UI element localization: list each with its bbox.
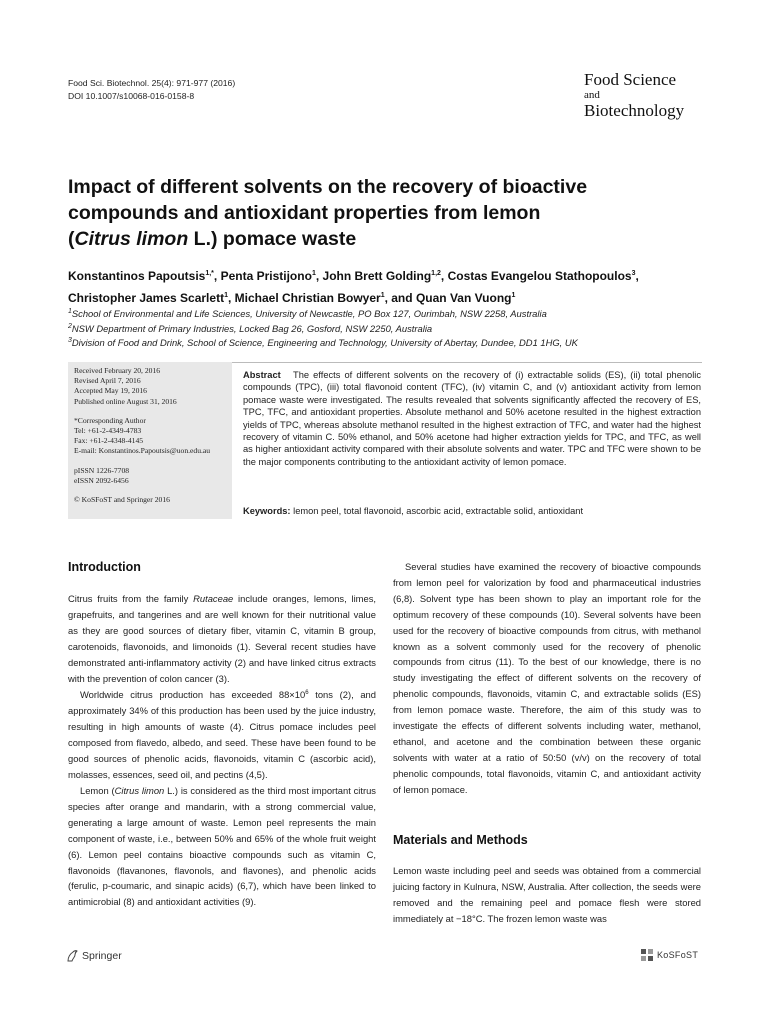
title-paren: ( <box>68 228 75 250</box>
kosfost-logo <box>640 948 698 962</box>
author: Costas Evangelou Stathopoulos <box>447 269 632 283</box>
author-affil: 1 <box>380 292 385 299</box>
title-species: Citrus limon <box>74 228 189 250</box>
author-sep: , <box>315 269 323 283</box>
springer-horse-icon <box>66 949 79 962</box>
author: Christopher James Scarlett <box>68 291 225 305</box>
eissn: eISSN 2092-6456 <box>74 475 129 485</box>
keywords <box>243 505 701 517</box>
doi: DOI 10.1007/s10068-016-0158-8 <box>68 91 195 101</box>
journal-name-line2: and <box>584 89 600 101</box>
methods-heading: Materials and Methods <box>393 833 528 847</box>
citation-block <box>68 77 235 103</box>
title-line-1: Impact of different solvents on the recovery of bioactive <box>68 176 588 198</box>
affiliation: $^2$NSW Department of Primary Industries, Locked Bag 26, Gosford, NSW 2250, Australia <box>68 322 433 334</box>
kosfost-label: KoSFoST <box>657 950 699 960</box>
springer-logo <box>66 949 122 962</box>
corresponding-author: *Corresponding Author <box>74 415 146 425</box>
left-column <box>68 591 376 910</box>
journal-name-line3: Biotechnology <box>584 101 685 120</box>
abstract-label: Abstract <box>243 370 281 380</box>
author: Penta Pristijono <box>220 269 312 283</box>
author-affil: 1 <box>511 292 516 299</box>
paragraph: Worldwide citrus production has exceeded $88\times 10^6$ tons (2), and approximately 34% of this production has been used by the juice industry, resulting in high amounts of waste (4). Citrus pomace includes peel composed from flavedo, albedo, and seed. These have been found to be good sources of phenolic acids, flavonoids, vitamin C (ascorbic acid), molasses, essences, seed oil, and pectins (4,5). <box>68 689 376 781</box>
affiliation: $^1$School of Environmental and Life Sciences, University of Newcastle, PO Box 127, Ourimbah, NSW 2258, Australia <box>68 308 547 320</box>
article-info <box>74 366 236 505</box>
author-affil: 1,2 <box>431 270 441 277</box>
keywords-text: lemon peel, total flavonoid, ascorbic acid, extractable solid, antioxidant <box>293 506 584 516</box>
keywords-label: Keywords: <box>243 506 291 516</box>
author-affil: 1,* <box>205 270 214 277</box>
abstract <box>243 369 701 468</box>
affiliations <box>68 306 708 350</box>
abstract-rule <box>232 362 702 363</box>
author: John Brett Golding <box>322 269 432 283</box>
journal-logo <box>584 70 684 120</box>
citation: Food Sci. Biotechnol. 25(4): 971-977 (2016) <box>68 78 236 88</box>
kosfost-emblem-icon <box>640 948 654 962</box>
methods-column <box>393 863 701 927</box>
title-line-3 <box>68 226 688 252</box>
paragraph: Lemon waste including peel and seeds was obtained from a commercial juicing factory in Kulnura, NSW, Australia. After collection, the seeds were removed and the remaining peel and pomace flesh were stored immediately at −18°C. The frozen lemon waste was <box>393 865 701 924</box>
article-title <box>68 174 688 252</box>
email: E-mail: Konstantinos.Papoutsis@uon.edu.au <box>74 446 211 456</box>
author-affil: 1 <box>311 270 316 277</box>
published-date: Published online August 31, 2016 <box>74 396 177 406</box>
journal-name-line1: Food Science <box>584 70 677 89</box>
paragraph: Lemon (Citrus limon L.) is considered as the third most important citrus species after orange and mandarin, with a strong commercial value, generating a large amount of waste. Lemon peel represents the main component of waste, i.e., between 50% and 65% of the whole fruit weight (6). Lemon peel contains bioactive compounds such as vitamin C, flavonoids (flavanones, flavonols, and flavones), and phenolic acids (ferulic, p-coumaric, and sinapic acids) (6,7), which have been linked to antimicrobial (8) and antioxidant activities (9). <box>68 785 376 908</box>
affiliation: $^3$Division of Food and Drink, School of Science, Engineering and Technology, University of Abertay, Dundee, DD1 1HG, UK <box>68 337 578 349</box>
abstract-text: The effects of different solvents on the recovery of (i) extractable solids (ES), (ii) total phenolic compounds (TPC), (iii) total flavonoid content (TFC), (iv) vitamin C, and (v) antioxidant activity from lemon pomace waste were investigated. The results revealed that solvents significantly affected the recovery of ES, TPC, TFC, and antioxidant properties. Absolute methanol and 50% acetone resulted in the highest extraction yields of TPC, whereas absolute methanol resulted in the highest extraction of TFC, and water had the highest recovery of vitamin C. 50% ethanol, and 50% acetone had higher extraction yields for TPC, and TFC, as well as higher antioxidant activity compared with their absolute solvents and water. TPC and TFC were shown to be the major components contributing to the antioxidant activity of lemon pomace. <box>243 370 702 467</box>
author: Michael Christian Bowyer <box>234 291 381 305</box>
author-sep: , <box>227 291 235 305</box>
title-rest: L.) pomace waste <box>188 228 357 250</box>
author-affil: 3 <box>631 270 636 277</box>
author: Quan Van Vuong <box>415 291 512 305</box>
author: Konstantinos Papoutsis <box>68 269 206 283</box>
paragraph: Several studies have examined the recovery of bioactive compounds from lemon peel for valorization by food and pharmaceutical industries (6,8). Solvent type has been shown to play an important role for the optimum recovery of these compounds (10). Several solvents have been used for the recovery of bioactive compounds from citrus, with methanol known as a solvent commonly used for the recovery of phenolic compounds from citrus (11). To the best of our knowledge, there is no study investigating the effect of different solvents on the recovery of phenolic compounds, flavonoids, vitamin C, and extractable solids (ES) from lemon pomace waste. Therefore, the aim of this study was to investigate the effects of different solvents including water, methanol, ethanol, and acetone and the combination between these organic solvents with water at a ratio of 50:50 (v/v) on the recovery of total phenolic compounds, total flavonoids, vitamin C, and antioxidant activity of lemon pomace. <box>393 561 701 795</box>
right-column <box>393 559 701 798</box>
author-list <box>68 264 708 308</box>
introduction-heading: Introduction <box>68 560 141 574</box>
paragraph: Citrus fruits from the family Rutaceae include oranges, lemons, limes, grapefruits, and tangerines and are well known for their nutritional value as they are good sources of dietary fiber, vitamin C, vitamin B group, carotenoids, flavonoids, and limonoids (1). Several recent studies have demonstrated anti-inflammatory activity (2) and have linked citrus extracts with the prevention of colon cancer (3). <box>68 593 376 684</box>
fax: Fax: +61-2-4348-4145 <box>74 436 144 446</box>
author-affil: 1 <box>224 292 228 299</box>
copyright: © KoSFoST and Springer 2016 <box>74 495 170 505</box>
title-line-2: compounds and antioxidant properties from lemon <box>68 202 541 224</box>
tel: Tel: +61-2-4349-4783 <box>74 426 142 436</box>
author-and: , and <box>384 291 416 305</box>
springer-label: Springer <box>82 949 122 962</box>
revised-date: Revised April 7, 2016 <box>74 376 141 386</box>
accepted-date: Accepted May 19, 2016 <box>74 386 147 396</box>
received-date: Received February 20, 2016 <box>74 366 161 375</box>
author-line-1: Konstantinos Papoutsis$^{1,*}$, Penta Pristijono$^1$, John Brett Golding$^{1,2}$, Costas Evangelou Stathopoulos$^3$, <box>68 269 639 283</box>
pissn: pISSN 1226-7708 <box>74 465 130 475</box>
author-sep: , <box>440 269 448 283</box>
author-line-2 <box>68 286 708 308</box>
author-sep: , <box>213 269 221 283</box>
